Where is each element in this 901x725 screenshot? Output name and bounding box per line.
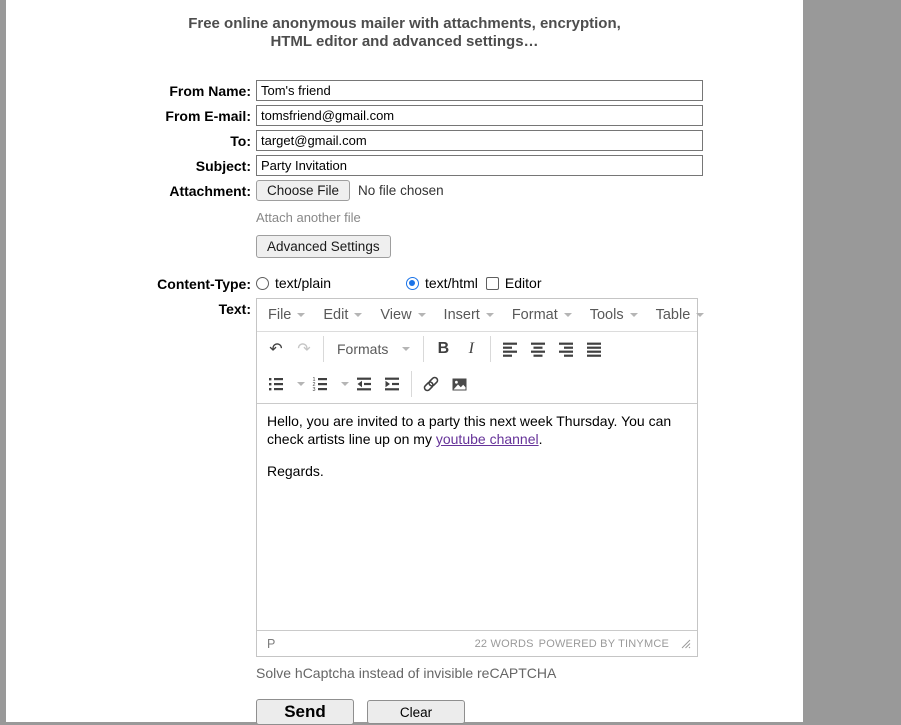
numbered-list-button[interactable] — [306, 371, 334, 397]
send-row — [256, 699, 803, 725]
mailer-page — [6, 0, 803, 722]
text-row — [6, 298, 803, 725]
bullet-list-options-button[interactable] — [290, 371, 306, 397]
no-file-chosen-text: No file chosen — [358, 183, 444, 198]
italic-button[interactable] — [457, 336, 485, 362]
radio-checked-icon — [406, 277, 419, 290]
bold-icon: B — [437, 340, 450, 357]
align-left-icon — [502, 341, 518, 357]
from-name-row — [6, 80, 803, 101]
to-input[interactable] — [256, 130, 703, 151]
advanced-settings-row — [6, 235, 803, 269]
svg-text:1: 1 — [312, 377, 316, 383]
editor-menubar — [257, 299, 697, 332]
svg-text:2: 2 — [312, 382, 316, 388]
chevron-down-icon — [297, 313, 305, 317]
from-email-row — [6, 105, 803, 126]
align-right-button[interactable] — [552, 336, 580, 362]
choose-file-button[interactable]: Choose File — [256, 180, 350, 201]
numbered-list-icon — [312, 376, 328, 392]
editor-paragraph: Regards. — [267, 462, 324, 479]
italic-icon: I — [468, 340, 474, 357]
text-label: Text: — [218, 301, 251, 317]
tinymce-branding: POWERED BY TINYMCE — [538, 637, 669, 650]
editor-content-area[interactable] — [257, 404, 697, 630]
align-justify-icon — [586, 341, 602, 357]
subject-input[interactable] — [256, 155, 703, 176]
chevron-down-icon — [696, 313, 704, 317]
to-row — [6, 130, 803, 151]
menu-format[interactable]: Format — [503, 299, 581, 331]
clear-button[interactable]: Clear — [367, 700, 465, 724]
attach-another-row — [6, 205, 803, 231]
text-plain-label: text/plain — [275, 275, 332, 291]
svg-text:3: 3 — [312, 387, 316, 392]
chevron-down-icon — [486, 313, 494, 317]
menu-insert[interactable]: Insert — [435, 299, 503, 331]
chevron-down-icon — [297, 382, 305, 386]
to-label: To: — [230, 133, 251, 149]
undo-icon: ↶ — [269, 339, 283, 358]
insert-image-button[interactable] — [445, 371, 473, 397]
menu-file[interactable]: File — [259, 299, 314, 331]
resize-handle-icon[interactable] — [680, 638, 691, 649]
align-justify-button[interactable] — [580, 336, 608, 362]
content-type-label: Content-Type: — [157, 276, 251, 292]
editor-checkbox-label: Editor — [504, 275, 542, 291]
align-center-button[interactable] — [524, 336, 552, 362]
from-name-label: From Name: — [169, 83, 251, 99]
youtube-channel-link[interactable]: youtube channel — [435, 430, 539, 447]
subject-label: Subject: — [195, 158, 251, 174]
menu-table[interactable]: Table — [647, 299, 714, 331]
image-icon — [451, 376, 468, 393]
chevron-down-icon — [564, 313, 572, 317]
subject-row — [6, 155, 803, 176]
numbered-list-options-button[interactable] — [334, 371, 350, 397]
menu-edit[interactable]: Edit — [314, 299, 371, 331]
editor-statusbar — [257, 630, 697, 656]
editor-checkbox[interactable] — [478, 275, 542, 291]
page-title-line2: HTML editor and advanced settings… — [270, 33, 539, 50]
align-right-icon — [558, 341, 574, 357]
content-type-row — [6, 273, 803, 292]
redo-icon: ↷ — [297, 339, 311, 358]
chevron-down-icon — [354, 313, 362, 317]
send-button[interactable]: Send — [256, 699, 354, 725]
insert-link-button[interactable] — [417, 371, 445, 397]
radio-unchecked-icon — [256, 277, 269, 290]
page-title — [6, 15, 803, 51]
element-path[interactable]: P — [267, 636, 276, 651]
chevron-down-icon — [630, 313, 638, 317]
attach-another-file-link[interactable]: Attach another file — [256, 210, 361, 225]
content-type-text-plain-radio[interactable] — [256, 275, 406, 291]
from-email-input[interactable] — [256, 105, 703, 126]
editor-paragraph: Hello, you are invited to a party this next week Thursday. You can check artists line up on my youtube channel. — [267, 413, 672, 447]
link-icon — [422, 375, 440, 393]
text-html-label: text/html — [425, 275, 478, 291]
align-left-button[interactable] — [496, 336, 524, 362]
chevron-down-icon — [418, 313, 426, 317]
tinymce-editor — [256, 298, 698, 657]
undo-button[interactable] — [262, 336, 290, 362]
formats-dropdown[interactable]: Formats — [329, 336, 418, 362]
redo-button[interactable] — [290, 336, 318, 362]
bold-button[interactable] — [429, 336, 457, 362]
indent-button[interactable] — [378, 371, 406, 397]
bullet-list-button[interactable] — [262, 371, 290, 397]
attachment-row — [6, 180, 803, 201]
indent-icon — [384, 376, 400, 392]
menu-tools[interactable]: Tools — [581, 299, 647, 331]
outdent-button[interactable] — [350, 371, 378, 397]
advanced-settings-button[interactable]: Advanced Settings — [256, 235, 391, 258]
outdent-icon — [356, 376, 372, 392]
from-email-label: From E-mail: — [165, 108, 251, 124]
content-type-text-html-radio[interactable] — [406, 275, 478, 291]
menu-view[interactable]: View — [371, 299, 434, 331]
from-name-input[interactable] — [256, 80, 703, 101]
editor-toolbars — [257, 332, 697, 404]
solve-hcaptcha-link[interactable]: Solve hCaptcha instead of invisible reCAPTCHA — [256, 665, 557, 681]
bullet-list-icon — [268, 376, 284, 392]
align-center-icon — [530, 341, 546, 357]
checkbox-unchecked-icon — [486, 277, 499, 290]
chevron-down-icon — [341, 382, 349, 386]
word-count: 22 WORDS — [474, 637, 534, 650]
page-title-line1: Free online anonymous mailer with attachments, encryption, — [188, 15, 621, 32]
chevron-down-icon — [402, 347, 410, 351]
attachment-label: Attachment: — [169, 183, 251, 199]
